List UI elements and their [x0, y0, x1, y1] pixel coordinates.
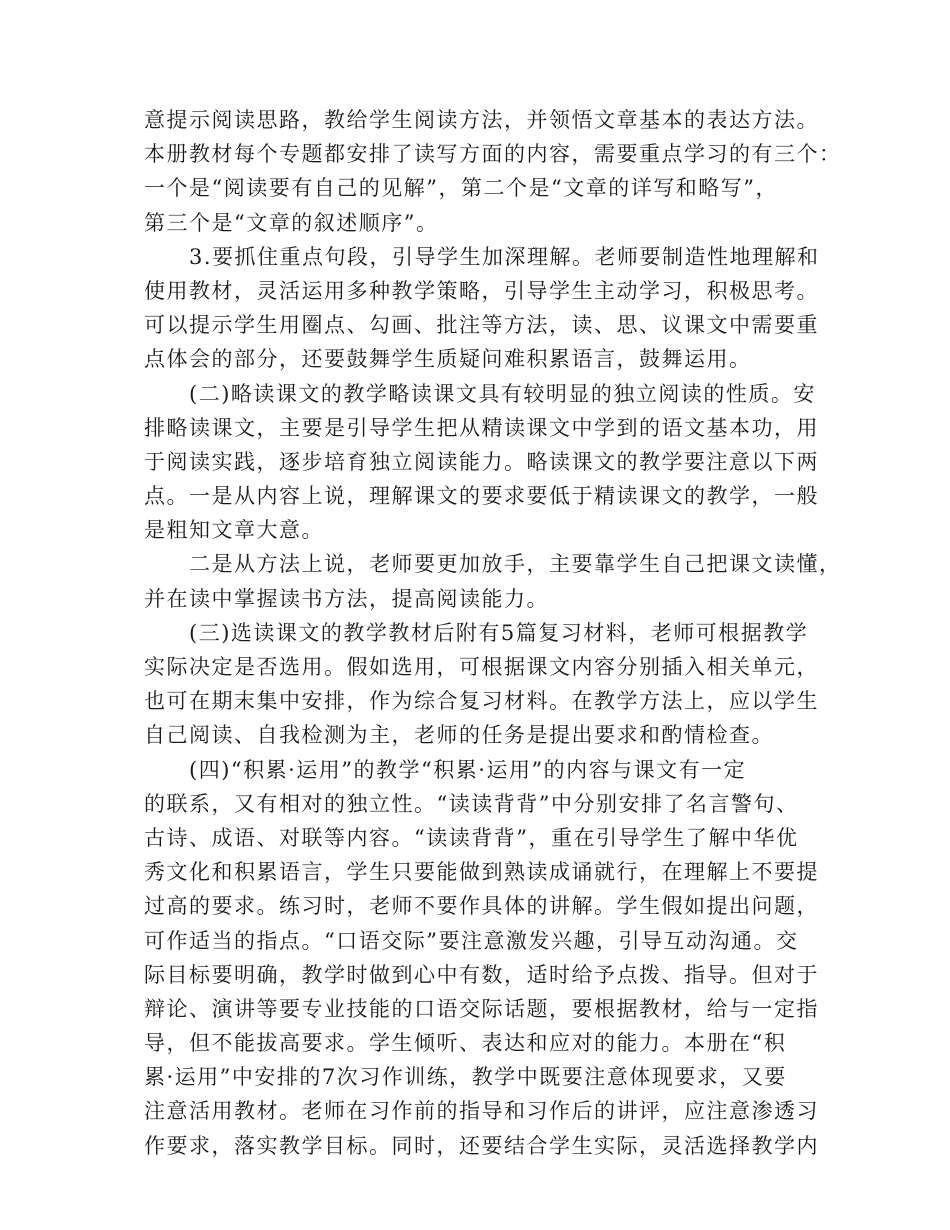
text-line: 点。一是从内容上说，理解课文的要求要低于精读课文的教学，一般 — [144, 484, 819, 509]
text-line: 本册教材每个专题都安排了读写方面的内容，需要重点学习的有三个： — [144, 142, 842, 167]
text-line: 于阅读实践，逐步培育独立阅读能力。略读课文的教学要注意以下两 — [144, 449, 819, 474]
text-line: 实际决定是否选用。假如选用，可根据课文内容分别插入相关单元， — [144, 655, 819, 679]
text-line: 并在读中掌握读书方法，提高阅读能力。 — [144, 586, 549, 611]
text-line: (四)“积累·运用”的教学“积累·运用”的内容与课文有一定 — [144, 757, 747, 782]
text-line: 可以提示学生用圈点、勾画、批注等方法，读、思、议课文中需要重 — [144, 313, 819, 338]
text-line: 可作适当的指点。“口语交际”要注意激发兴趣，引导互动沟通。交 — [144, 928, 799, 953]
text-line: 导，但不能拔高要求。学生倾听、表达和应对的能力。本册在“积 — [144, 1031, 787, 1056]
text-line: 的联系，又有相对的独立性。“读读背背”中分别安排了名言警句、 — [144, 791, 799, 816]
text-line: 辩论、演讲等要专业技能的口语交际话题，要根据教材，给与一定指 — [144, 996, 819, 1021]
text-line: 是粗知文章大意。 — [144, 518, 324, 543]
text-line: 际目标要明确，教学时做到心中有数，适时给予点拨、指导。但对于 — [144, 962, 819, 987]
text-line: 使用教材，灵活运用多种教学策略，引导学生主动学习，积极思考。 — [144, 278, 819, 303]
text-line: 3.要抓住重点句段，引导学生加深理解。老师要制造性地理解和 — [144, 244, 820, 269]
text-line: 过高的要求。练习时，老师不要作具体的讲解。学生假如提出问题， — [144, 894, 819, 919]
text-line: 作要求，落实教学目标。同时，还要结合学生实际，灵活选择教学内 — [144, 1133, 819, 1158]
body-text — [144, 103, 842, 1163]
text-line: 二是从方法上说，老师要更加放手，主要靠学生自己把课文读懂， — [144, 552, 842, 577]
text-line: 一个是“阅读要有自己的见解”，第二个是“文章的详写和略写”， — [144, 176, 778, 201]
text-line: 注意活用教材。老师在习作前的指导和习作后的讲评，应注意渗透习 — [144, 1099, 819, 1124]
text-line: 秀文化和积累语言，学生只要能做到熟读成诵就行，在理解上不要提 — [144, 860, 819, 885]
text-line: 点体会的部分，还要鼓舞学生质疑问难积累语言，鼓舞运用。 — [144, 347, 752, 372]
text-line: 第三个是“文章的叙述顺序”。 — [144, 210, 439, 235]
text-line: 排略读课文，主要是引导学生把从精读课文中学到的语文基本功，用 — [144, 415, 819, 440]
text-line: 古诗、成语、对联等内容。“读读背背”，重在引导学生了解中华优 — [144, 825, 799, 850]
text-line: 累·运用”中安排的7次习作训练，教学中既要注意体现要求，又要 — [144, 1065, 787, 1090]
text-line: 意提示阅读思路，教给学生阅读方法，并领悟文章基本的表达方法。 — [144, 108, 819, 132]
text-line: 也可在期末集中安排，作为综合复习材料。在教学方法上，应以学生 — [144, 689, 819, 714]
text-line: 自己阅读、自我检测为主，老师的任务是提出要求和酌情检查。 — [144, 723, 774, 748]
text-line: (二)略读课文的教学略读课文具有较明显的独立阅读的性质。安 — [144, 381, 816, 406]
text-line: (三)选读课文的教学教材后附有5篇复习材料，老师可根据教学 — [144, 620, 809, 645]
